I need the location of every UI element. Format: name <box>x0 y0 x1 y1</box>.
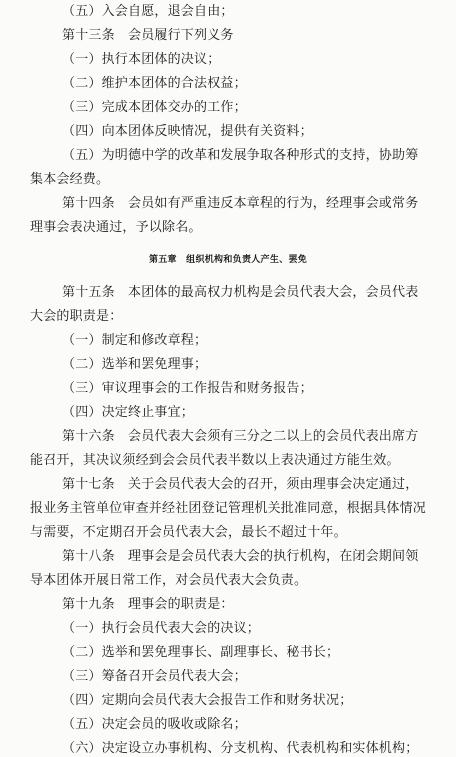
article-19: 第十九条 理事会的职责是： <box>62 597 234 612</box>
article-15: 第十五条 本团体的最高权力机构是会员代表大会，会员代表 <box>62 285 419 300</box>
text-line: （一）执行会员代表大会的决议； <box>62 621 261 636</box>
text-line: 与需要，不定期召开会员代表大会，最长不超过十年。 <box>30 525 347 540</box>
article-13-heading: 第十三条 会员履行下列义务 <box>62 28 234 43</box>
text-line: （二）维护本团体的合法权益； <box>62 76 247 91</box>
text-line: （四）向本团体反映情况，提供有关资料； <box>62 124 313 139</box>
text-line: （三）完成本团体交办的工作； <box>62 100 247 115</box>
article-16: 第十六条 会员代表大会须有三分之二以上的会员代表出席方 <box>62 429 419 444</box>
text-line: （五）为明德中学的改革和发展争取各种形式的支持，协助筹 <box>62 148 419 163</box>
text-line: 理事会表决通过，予以除名。 <box>30 220 202 235</box>
text-line: （四）定期向会员代表大会报告工作和财务状况； <box>62 693 353 708</box>
article-17: 第十七条 关于会员代表大会的召开，须由理事会决定通过， <box>62 477 419 492</box>
text-line: （一）执行本团体的决议； <box>62 52 221 67</box>
text-line: 能召开，其决议须经到会会员代表半数以上表决通过方能生效。 <box>30 453 400 468</box>
chapter-5-title: 第五章 组织机构和负责人产生、罢免 <box>148 255 308 265</box>
text-line: 大会的职责是： <box>30 309 123 324</box>
text-line: （三）审议理事会的工作报告和财务报告； <box>62 381 313 396</box>
text-line: 导本团体开展日常工作，对会员代表大会负责。 <box>30 573 308 588</box>
text-line: （六）决定设立办事机构、分支机构、代表机构和实体机构； <box>62 741 419 756</box>
text-line: （二）选举和罢免理事长、副理事长、秘书长； <box>62 645 340 660</box>
text-line: 报业务主管单位审查并经社团登记管理机关批准同意，根据具体情况 <box>30 501 427 516</box>
text-line: （三）筹备召开会员代表大会； <box>62 669 247 684</box>
text-line: （二）选举和罢免理事； <box>62 357 208 372</box>
text-line: （一）制定和修改章程； <box>62 333 208 348</box>
text-line: （四）决定终止事宜； <box>62 405 195 420</box>
article-14: 第十四条 会员如有严重违反本章程的行为，经理事会或常务 <box>62 196 419 211</box>
text-line: （五）入会自愿，退会自由； <box>62 4 234 19</box>
article-18: 第十八条 理事会是会员代表大会的执行机构，在闭会期间领 <box>62 549 419 564</box>
text-line: （五）决定会员的吸收或除名； <box>62 717 247 732</box>
text-line: 集本会经费。 <box>30 172 110 187</box>
